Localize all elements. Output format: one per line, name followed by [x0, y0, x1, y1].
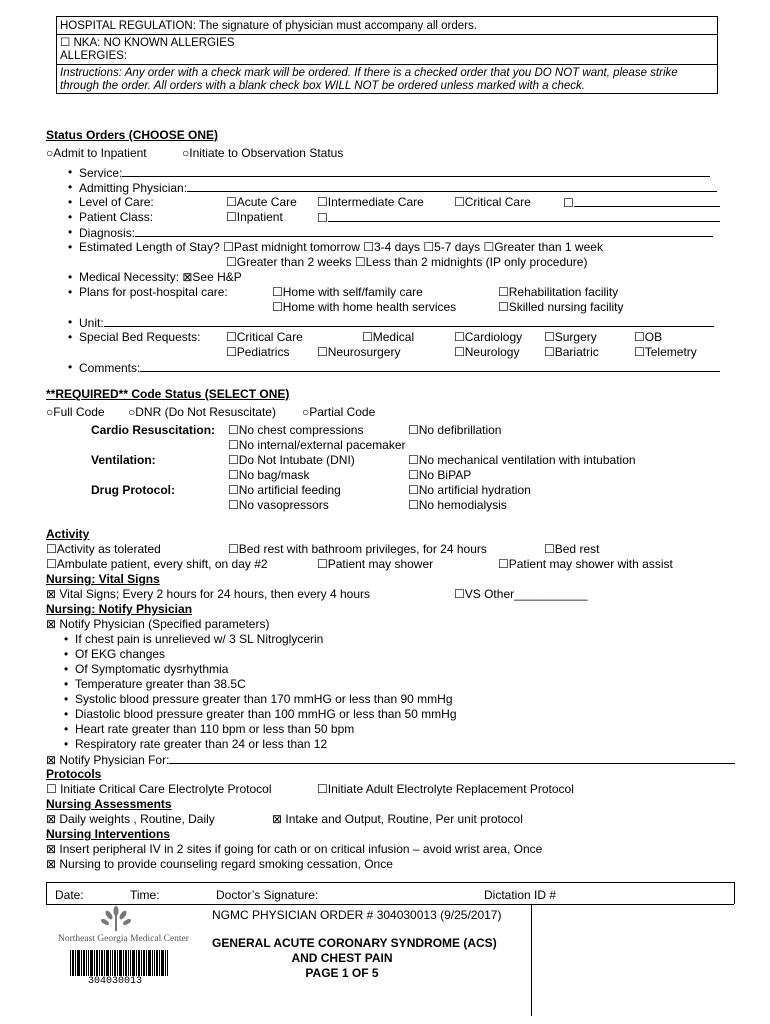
list-item: • Temperature greater than 38.5C: [75, 677, 246, 691]
intermediate-care-checkbox[interactable]: ☐Intermediate Care: [317, 195, 424, 209]
barcode-number: 304030013: [88, 976, 143, 987]
no-feeding-checkbox[interactable]: ☐No artificial feeding: [228, 483, 341, 497]
bed-critical-checkbox[interactable]: ☐Critical Care: [226, 330, 303, 344]
bed-telemetry-checkbox[interactable]: ☐Telemetry: [634, 345, 697, 359]
dnr-radio[interactable]: ○DNR (Do Not Resuscitate): [128, 405, 276, 419]
no-hemodialysis-checkbox[interactable]: ☐No hemodialysis: [408, 498, 507, 512]
dni-checkbox[interactable]: ☐Do Not Intubate (DNI): [228, 453, 355, 467]
full-code-radio[interactable]: ○Full Code: [46, 405, 105, 419]
no-chest-compressions-checkbox[interactable]: ☐No chest compressions: [228, 423, 364, 437]
notify-physician-for-checkbox[interactable]: ⊠ Notify Physician For:: [46, 752, 735, 767]
admit-inpatient-radio[interactable]: ○Admit to Inpatient: [46, 146, 147, 160]
diagnosis-label: • Diagnosis:: [79, 225, 713, 240]
notify-physician-heading: Nursing: Notify Physician: [46, 602, 193, 616]
special-bed-label: • Special Bed Requests:: [79, 330, 200, 344]
critical-care-checkbox[interactable]: ☐Critical Care: [454, 195, 531, 209]
bed-rest-checkbox[interactable]: ☐Bed rest: [544, 542, 600, 556]
status-orders-heading: Status Orders (CHOOSE ONE): [46, 128, 219, 142]
bed-ob-checkbox[interactable]: ☐OB: [634, 330, 663, 344]
adult-electrolyte-checkbox[interactable]: ☐Initiate Adult Electrolyte Replacement Protocol: [317, 782, 574, 796]
nursing-assessments-heading: Nursing Assessments: [46, 797, 172, 811]
intake-output-checkbox[interactable]: ⊠ Intake and Output, Routine, Per unit protocol: [272, 812, 523, 826]
notify-for-field[interactable]: [169, 752, 735, 764]
drug-protocol-label: Drug Protocol:: [91, 483, 175, 497]
unit-field[interactable]: [104, 315, 714, 327]
patient-class-label: • Patient Class:: [79, 210, 153, 224]
hospital-logo-icon: [98, 906, 134, 932]
length-of-stay-options-2[interactable]: ☐Greater than 2 weeks ☐Less than 2 midnights (IP only procedure): [226, 255, 588, 269]
vital-signs-heading: Nursing: Vital Signs: [46, 572, 160, 586]
ventilation-label: Ventilation:: [91, 453, 156, 467]
doctor-signature-label: Doctor’s Signature:: [216, 888, 319, 902]
comments-label: • Comments:: [79, 360, 720, 375]
hospital-name: Northeast Georgia Medical Center: [58, 934, 189, 944]
hospital-regulation: HOSPITAL REGULATION: The signature of physician must accompany all orders.: [60, 20, 477, 32]
home-health-checkbox[interactable]: ☐Home with home health services: [272, 300, 457, 314]
list-item: • Respiratory rate greater than 24 or less than 12: [75, 737, 327, 751]
no-vasopressors-checkbox[interactable]: ☐No vasopressors: [228, 498, 329, 512]
list-item: • Diastolic blood pressure greater than 100 mmHG or less than 50 mmHg: [75, 707, 457, 721]
ambulate-checkbox[interactable]: ☐Ambulate patient, every shift, on day #2: [46, 557, 268, 571]
acute-care-checkbox[interactable]: ☐Acute Care: [226, 195, 297, 209]
bed-bariatric-checkbox[interactable]: ☐Bariatric: [544, 345, 599, 359]
barcode-icon: [70, 950, 168, 976]
bed-rest-bathroom-checkbox[interactable]: ☐Bed rest with bathroom privileges, for 24 hours: [228, 542, 487, 556]
shower-assist-checkbox[interactable]: ☐Patient may shower with assist: [498, 557, 673, 571]
bed-surgery-checkbox[interactable]: ☐Surgery: [544, 330, 597, 344]
diagnosis-field[interactable]: [135, 225, 713, 237]
insert-iv-checkbox[interactable]: ⊠ Insert peripheral IV in 2 sites if going for cath or on critical infusion – avoid wrist area, Once: [46, 842, 543, 856]
time-label: Time:: [130, 888, 160, 902]
comments-field[interactable]: [140, 360, 720, 372]
rehab-checkbox[interactable]: ☐Rehabilitation facility: [498, 285, 619, 299]
service-label: • Service:: [79, 165, 710, 180]
vs-other-checkbox[interactable]: ☐VS Other___________: [454, 587, 588, 601]
unit-label: • Unit:: [79, 315, 714, 330]
bed-medical-checkbox[interactable]: ☐Medical: [362, 330, 415, 344]
smoking-cessation-checkbox[interactable]: ⊠ Nursing to provide counseling regard smoking cessation, Once: [46, 857, 393, 871]
no-mech-vent-checkbox[interactable]: ☐No mechanical ventilation with intubation: [408, 453, 636, 467]
activity-heading: Activity: [46, 527, 90, 541]
list-item: • Heart rate greater than 110 bpm or less than 50 bpm: [75, 722, 354, 736]
nursing-interventions-heading: Nursing Interventions: [46, 827, 171, 841]
partial-code-radio[interactable]: ○Partial Code: [302, 405, 376, 419]
service-field[interactable]: [122, 165, 710, 177]
post-hospital-label: • Plans for post-hospital care:: [79, 285, 228, 299]
medical-necessity[interactable]: • Medical Necessity: ⊠See H&P: [79, 270, 242, 284]
bed-neurology-checkbox[interactable]: ☐Neurology: [454, 345, 520, 359]
no-bipap-checkbox[interactable]: ☐No BiPAP: [408, 468, 472, 482]
daily-weights-checkbox[interactable]: ⊠ Daily weights , Routine, Daily: [46, 812, 215, 826]
notify-physician-checkbox[interactable]: ⊠ Notify Physician (Specified parameters): [46, 617, 270, 631]
bed-cardiology-checkbox[interactable]: ☐Cardiology: [454, 330, 523, 344]
level-of-care-label: • Level of Care:: [79, 195, 154, 209]
inpatient-checkbox[interactable]: ☐Inpatient: [226, 210, 283, 224]
bed-neurosurgery-checkbox[interactable]: ☐Neurosurgery: [317, 345, 401, 359]
critical-electrolyte-checkbox[interactable]: ☐ Initiate Critical Care Electrolyte Protocol: [46, 782, 272, 796]
level-other-checkbox[interactable]: ☐: [563, 195, 720, 210]
protocols-heading: Protocols: [46, 767, 102, 781]
order-title-line-2: AND CHEST PAIN: [291, 951, 393, 965]
length-of-stay-options[interactable]: • Estimated Length of Stay? ☐Past midnight tomorrow ☐3-4 days ☐5-7 days ☐Greater than 1 week: [79, 240, 603, 254]
home-self-checkbox[interactable]: ☐Home with self/family care: [272, 285, 423, 299]
dictation-id-label: Dictation ID #: [484, 888, 557, 902]
list-item: • Systolic blood pressure greater than 170 mmHG or less than 90 mmHg: [75, 692, 453, 706]
date-label: Date:: [55, 888, 84, 902]
bed-pediatrics-checkbox[interactable]: ☐Pediatrics: [226, 345, 290, 359]
admitting-physician-field[interactable]: [187, 180, 717, 192]
activity-tolerated-checkbox[interactable]: ☐Activity as tolerated: [46, 542, 161, 556]
no-defibrillation-checkbox[interactable]: ☐No defibrillation: [408, 423, 502, 437]
header-box: [56, 16, 718, 94]
snf-checkbox[interactable]: ☐Skilled nursing facility: [498, 300, 624, 314]
allergies-label: ALLERGIES:: [60, 50, 128, 62]
list-item: • If chest pain is unrelieved w/ 3 SL Nitroglycerin: [75, 632, 323, 646]
observation-radio[interactable]: ○Initiate to Observation Status: [182, 146, 344, 160]
no-pacemaker-checkbox[interactable]: ☐No internal/external pacemaker: [228, 438, 406, 452]
vital-signs-checkbox[interactable]: ⊠ Vital Signs; Every 2 hours for 24 hours, then every 4 hours: [46, 587, 370, 601]
physician-order-number: NGMC PHYSICIAN ORDER # 304030013 (9/25/2017): [212, 908, 502, 922]
code-status-heading: **REQUIRED** Code Status (SELECT ONE): [46, 387, 290, 401]
instructions-line-1: Instructions: Any order with a check mark will be ordered. If there is a checked order that you DO NOT want, please strike: [60, 67, 678, 79]
admitting-physician-label: • Admitting Physician:: [79, 180, 717, 195]
list-item: • Of Symptomatic dysrhythmia: [75, 662, 228, 676]
page-number: PAGE 1 OF 5: [305, 966, 379, 980]
nka-checkbox[interactable]: ☐ NKA: NO KNOWN ALLERGIES: [60, 37, 235, 49]
no-bag-mask-checkbox[interactable]: ☐No bag/mask: [228, 468, 310, 482]
order-title-line-1: GENERAL ACUTE CORONARY SYNDROME (ACS): [212, 936, 497, 950]
shower-checkbox[interactable]: ☐Patient may shower: [317, 557, 434, 571]
class-other-checkbox[interactable]: ☐: [317, 210, 720, 225]
list-item: • Of EKG changes: [75, 647, 165, 661]
instructions-line-2: through the order. All orders with a blank check box WILL NOT be ordered unless marked with a check.: [60, 80, 585, 92]
cardio-resuscitation-label: Cardio Resuscitation:: [91, 423, 216, 437]
no-hydration-checkbox[interactable]: ☐No artificial hydration: [408, 483, 531, 497]
